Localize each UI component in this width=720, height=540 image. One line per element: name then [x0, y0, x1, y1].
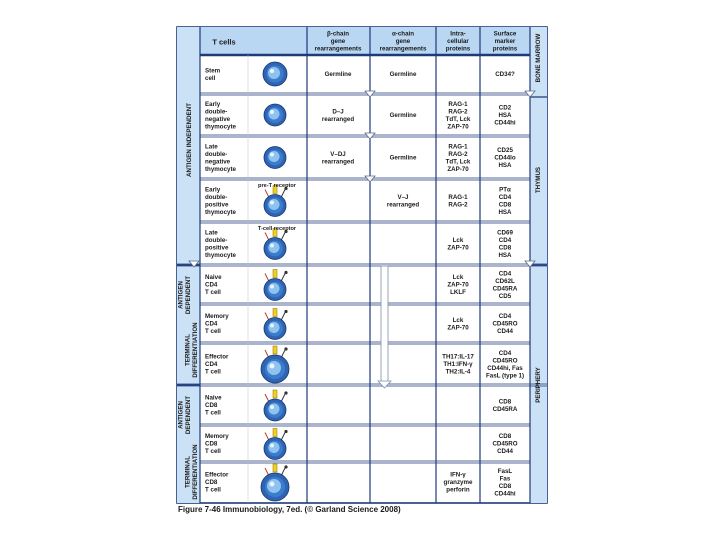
- row-1-alpha-line: Germline: [389, 71, 417, 79]
- header-t-cells-text: [212, 38, 235, 47]
- header-t-cells-line: T cells: [212, 37, 236, 47]
- row-4-surface-line: PTα: [499, 186, 511, 194]
- row-1-alpha-text: [390, 71, 417, 78]
- row-2-intracellular-line: RAG-2: [448, 108, 468, 116]
- band-label-periphery-text: [535, 366, 542, 402]
- row-1-name-line: cell: [205, 74, 216, 82]
- cell-highlight: [269, 363, 274, 368]
- row-2-name-line: negative: [205, 115, 231, 123]
- row-4-receptor-label-text: [258, 183, 297, 189]
- cell-nucleus: [269, 242, 280, 253]
- row-10-surface-line: CD45RO: [492, 440, 518, 448]
- cell-highlight: [270, 244, 274, 248]
- row-3-intracellular-text: [446, 144, 471, 173]
- row-5-surface-line: HSA: [498, 251, 512, 259]
- row-2-surface-line: HSA: [498, 112, 512, 120]
- header-beta-chain-line: gene: [330, 38, 346, 46]
- row-1-surface-text: [495, 71, 515, 78]
- row-6-surface-line: CD5: [498, 292, 512, 300]
- row-4-receptor-label: [258, 183, 297, 189]
- row-3-name-line: double-: [205, 150, 228, 158]
- cell-nucleus: [267, 361, 281, 375]
- coreceptor-head: [284, 271, 287, 274]
- row-3-surface-line: CD25: [497, 147, 513, 155]
- header-intracellular-line: cellular: [447, 38, 469, 46]
- row-5-intracellular-line: Lck: [452, 236, 464, 244]
- row-4-name-line: thymocyte: [205, 208, 236, 216]
- row-11-name-line: Effector: [205, 471, 229, 479]
- band-label-terminal-differentiation-line: TERMINAL: [184, 456, 192, 488]
- row-6-name-line: CD4: [205, 281, 218, 289]
- persistence-bar: [381, 266, 388, 383]
- row-4-intracellular-line: RAG-2: [448, 201, 468, 209]
- tcr-receptor: [273, 270, 277, 278]
- row-3-intracellular-line: RAG-2: [448, 150, 468, 158]
- row-11-surface-line: CD44hi: [494, 490, 516, 498]
- row-8-intracellular-line: TH2:IL-4: [445, 368, 471, 376]
- row-3-alpha-line: Germline: [389, 154, 417, 162]
- row-11-intracellular-line: granzyme: [443, 479, 473, 487]
- band-label-periphery-line: PERIPHERY: [535, 367, 543, 403]
- coreceptor-head: [284, 430, 287, 433]
- row-5-surface-line: CD4: [498, 236, 512, 244]
- row-2-intracellular-line: RAG-1: [448, 101, 468, 109]
- band-label-terminal-differentiation-line: DIFFERENTIATION: [191, 444, 199, 500]
- row-4-name-line: Early: [205, 186, 221, 194]
- row-7-surface-line: CD45RO: [492, 320, 518, 328]
- band-label-antigen-dependent: [177, 276, 191, 314]
- coreceptor-head: [284, 347, 287, 350]
- row-7-surface-line: CD4: [498, 313, 512, 321]
- band-label-antigen-dependent-text: [177, 276, 191, 314]
- cell-icon: [264, 147, 286, 169]
- row-8-intracellular-line: TH1:IFN-γ: [443, 361, 473, 369]
- row-10-name-line: CD8: [205, 440, 218, 448]
- row-2-intracellular: [446, 101, 471, 130]
- row-3-name-line: Late: [205, 143, 218, 151]
- row-3-surface-line: HSA: [498, 162, 512, 170]
- cell-highlight: [270, 285, 274, 289]
- row-5-intracellular-line: ZAP-70: [447, 244, 469, 252]
- row-5-name-line: double-: [205, 236, 228, 244]
- row-3-surface-line: CD44lo: [494, 154, 516, 162]
- row-8-name-line: T cell: [205, 368, 221, 376]
- row-3-alpha: [390, 155, 417, 162]
- row-3-beta-line: rearranged: [321, 158, 355, 166]
- row-5-name-line: Late: [205, 229, 218, 237]
- row-9-surface-line: CD45RA: [492, 405, 518, 413]
- cell-nucleus: [268, 67, 280, 79]
- tcr-receptor: [273, 390, 277, 398]
- row-4-receptor-label-line: pre-T receptor: [258, 182, 296, 189]
- row-2-alpha-line: Germline: [389, 112, 417, 120]
- coreceptor-head: [284, 310, 287, 313]
- band-label-thymus-text: [535, 167, 542, 193]
- row-2-intracellular-text: [446, 101, 471, 130]
- band-label-antigen-dependent-line: ANTIGEN: [177, 401, 185, 429]
- row-2-alpha: [390, 112, 417, 119]
- row-6-surface-line: CD62L: [495, 277, 515, 285]
- row-1-name-line: Stem: [205, 67, 221, 75]
- band-label-antigen-dependent-line: DEPENDENT: [184, 395, 192, 435]
- cell-highlight: [270, 69, 274, 73]
- row-4-alpha-line: V–J: [397, 193, 409, 201]
- row-1-surface-line: CD34?: [495, 71, 515, 79]
- tcr-receptor: [273, 429, 277, 437]
- row-7-name-line: CD4: [205, 320, 218, 328]
- cell-nucleus: [269, 322, 280, 333]
- cell-highlight: [270, 201, 274, 205]
- row-5-surface-line: CD69: [497, 229, 513, 237]
- band-label-antigen-dependent-text: [177, 396, 191, 434]
- row-7-surface-line: CD44: [497, 328, 513, 336]
- header-beta-chain-line: β-chain: [327, 30, 349, 38]
- row-11-intracellular-line: IFN-γ: [450, 471, 466, 479]
- row-4-alpha-line: rearranged: [386, 201, 420, 209]
- row-2-surface-line: CD2: [498, 104, 512, 112]
- cell-highlight: [270, 444, 274, 448]
- cell-icon: [264, 104, 286, 126]
- row-8-intracellular-text: [442, 354, 474, 376]
- band-label-bone-marrow-text: [535, 33, 542, 82]
- row-2-intracellular-line: ZAP-70: [447, 123, 469, 131]
- header-surface-markers-line: proteins: [492, 45, 518, 53]
- cell-nucleus: [269, 283, 280, 294]
- row-8-name-line: Effector: [205, 353, 229, 361]
- row-7-name-line: Memory: [205, 313, 229, 321]
- row-10-surface-line: CD44: [497, 448, 513, 456]
- header-intracellular-line: proteins: [445, 45, 471, 53]
- row-6-name-line: T cell: [205, 289, 221, 297]
- row-5-surface: [497, 230, 513, 259]
- cell-nucleus: [269, 404, 280, 415]
- row-8-name-line: CD4: [205, 361, 218, 369]
- band-label-thymus-line: THYMUS: [535, 166, 543, 194]
- header-alpha-chain-line: α-chain: [391, 30, 415, 38]
- row-8-intracellular: [442, 354, 474, 376]
- row-9-name-line: Naive: [205, 394, 222, 402]
- cell-icon: [263, 62, 287, 86]
- cell-nucleus: [269, 199, 280, 210]
- row-8-surface-line: FasL (type 1): [485, 372, 525, 380]
- row-11-name-line: T cell: [205, 486, 221, 494]
- row-4-intracellular-text: [448, 194, 468, 208]
- row-4-surface-text: [498, 187, 512, 216]
- row-11-surface-line: Fas: [499, 475, 511, 483]
- row-5-receptor-label-text: [258, 226, 297, 232]
- row-10-name-line: T cell: [205, 448, 221, 456]
- coreceptor-head: [284, 465, 287, 468]
- row-11-intracellular-line: perforin: [446, 486, 470, 494]
- row-7-intracellular-line: ZAP-70: [447, 324, 469, 332]
- band-label-periphery: [535, 366, 542, 402]
- row-7-name-line: T cell: [205, 328, 221, 336]
- row-8-surface-line: CD45RO: [492, 357, 518, 365]
- band-label-antigen-dependent-line: ANTIGEN: [177, 281, 185, 309]
- row-5-name-line: positive: [205, 244, 229, 252]
- row-3-alpha-text: [390, 155, 417, 162]
- row-2-beta-line: rearranged: [321, 115, 355, 123]
- row-4-intracellular: [448, 194, 468, 208]
- cell-highlight: [270, 110, 274, 114]
- row-1-beta-line: Germline: [324, 71, 352, 79]
- row-2-intracellular-line: TdT, Lck: [445, 115, 471, 123]
- row-5-name-line: thymocyte: [205, 251, 236, 259]
- row-1-surface: [495, 71, 515, 78]
- row-6-surface-line: CD4: [498, 270, 512, 278]
- row-2-name-line: double-: [205, 108, 228, 116]
- row-3-intracellular-line: ZAP-70: [447, 165, 469, 173]
- figure-caption: Figure 7-46 Immunobiology, 7ed. (© Garland Science 2008): [178, 505, 401, 514]
- row-8-intracellular-line: TH17:IL-17: [442, 353, 474, 361]
- tcr-receptor: [273, 346, 277, 354]
- band-label-antigen-independent: [186, 103, 193, 177]
- row-3-intracellular: [446, 144, 471, 173]
- header-alpha-chain-line: rearrangements: [379, 45, 427, 53]
- row-11-name-line: CD8: [205, 479, 218, 487]
- row-11-surface-line: FasL: [497, 468, 513, 476]
- header-beta-chain-line: rearrangements: [314, 45, 362, 53]
- cell-highlight: [270, 324, 274, 328]
- band-label-antigen-dependent-line: DEPENDENT: [184, 275, 192, 315]
- row-6-intracellular-line: LKLF: [450, 289, 466, 297]
- row-4-name-line: double-: [205, 193, 228, 201]
- cell-nucleus: [267, 479, 281, 493]
- header-t-cells: [212, 38, 235, 47]
- band-label-terminal-differentiation-line: DIFFERENTIATION: [191, 322, 199, 378]
- row-6-surface-line: CD45RA: [492, 285, 518, 293]
- row-3-intracellular-line: RAG-1: [448, 143, 468, 151]
- row-2-name-line: Early: [205, 101, 221, 109]
- cell-highlight: [269, 481, 274, 486]
- coreceptor-head: [284, 391, 287, 394]
- row-2-alpha-text: [390, 112, 417, 119]
- band-label-antigen-dependent: [177, 396, 191, 434]
- cell-highlight: [270, 405, 274, 409]
- row-9-name-line: CD8: [205, 402, 218, 410]
- row-4-surface-line: CD4: [498, 193, 512, 201]
- band-label-bone-marrow-line: BONE MARROW: [535, 33, 543, 83]
- row-3-name-line: negative: [205, 158, 231, 166]
- row-4-intracellular-line: RAG-1: [448, 193, 468, 201]
- row-4-surface-line: HSA: [498, 208, 512, 216]
- row-2-beta-line: D–J: [332, 108, 344, 116]
- header-surface-markers-line: marker: [494, 38, 516, 46]
- row-7-intracellular-line: Lck: [452, 316, 464, 324]
- cell-nucleus: [269, 109, 280, 120]
- tcr-receptor: [273, 309, 277, 317]
- band-label-bone-marrow: [535, 33, 542, 82]
- row-10-surface-line: CD8: [498, 433, 512, 441]
- row-4-surface: [498, 187, 512, 216]
- row-2-surface-line: CD44hi: [494, 119, 516, 127]
- row-11-surface-line: CD8: [498, 482, 512, 490]
- band-label-thymus: [535, 167, 542, 193]
- header-surface-markers-line: Surface: [493, 30, 517, 38]
- row-3-name-line: thymocyte: [205, 165, 236, 173]
- row-5-receptor-label-line: T-cell receptor: [257, 225, 297, 232]
- cell-nucleus: [269, 151, 280, 162]
- figure-frame: [177, 27, 547, 503]
- row-3-beta-line: V–DJ: [330, 150, 346, 158]
- header-intracellular-line: Intra-: [450, 30, 466, 38]
- row-6-name-line: Naive: [205, 274, 222, 282]
- row-2-name-line: thymocyte: [205, 123, 236, 131]
- cell-nucleus: [269, 442, 280, 453]
- header-surface-markers: [493, 31, 518, 53]
- row-8-surface-line: CD44hi, Fas: [487, 364, 523, 372]
- row-1-alpha: [390, 71, 417, 78]
- row-5-surface-text: [497, 230, 513, 259]
- row-6-intracellular-line: Lck: [452, 274, 464, 282]
- tcr-receptor: [273, 464, 277, 472]
- header-alpha-chain-line: gene: [395, 38, 411, 46]
- row-4-name-line: positive: [205, 201, 229, 209]
- row-9-surface-line: CD8: [498, 398, 512, 406]
- band-label-antigen-independent-text: [186, 103, 193, 177]
- row-8-surface-line: CD4: [498, 350, 512, 358]
- row-5-surface-line: CD8: [498, 244, 512, 252]
- row-6-intracellular-line: ZAP-70: [447, 281, 469, 289]
- row-1-beta-text: [325, 71, 352, 78]
- row-10-name-line: Memory: [205, 433, 229, 441]
- row-1-beta: [325, 71, 352, 78]
- row-5-receptor-label: [258, 226, 297, 232]
- row-9-name-line: T cell: [205, 409, 221, 417]
- band-label-terminal-differentiation-line: TERMINAL: [184, 334, 192, 366]
- row-4-surface-line: CD8: [498, 201, 512, 209]
- cell-highlight: [270, 153, 274, 157]
- band-label-antigen-independent-line: ANTIGEN INDEPENDENT: [186, 103, 194, 177]
- header-surface-markers-text: [493, 31, 518, 53]
- row-3-intracellular-line: TdT, Lck: [445, 158, 471, 166]
